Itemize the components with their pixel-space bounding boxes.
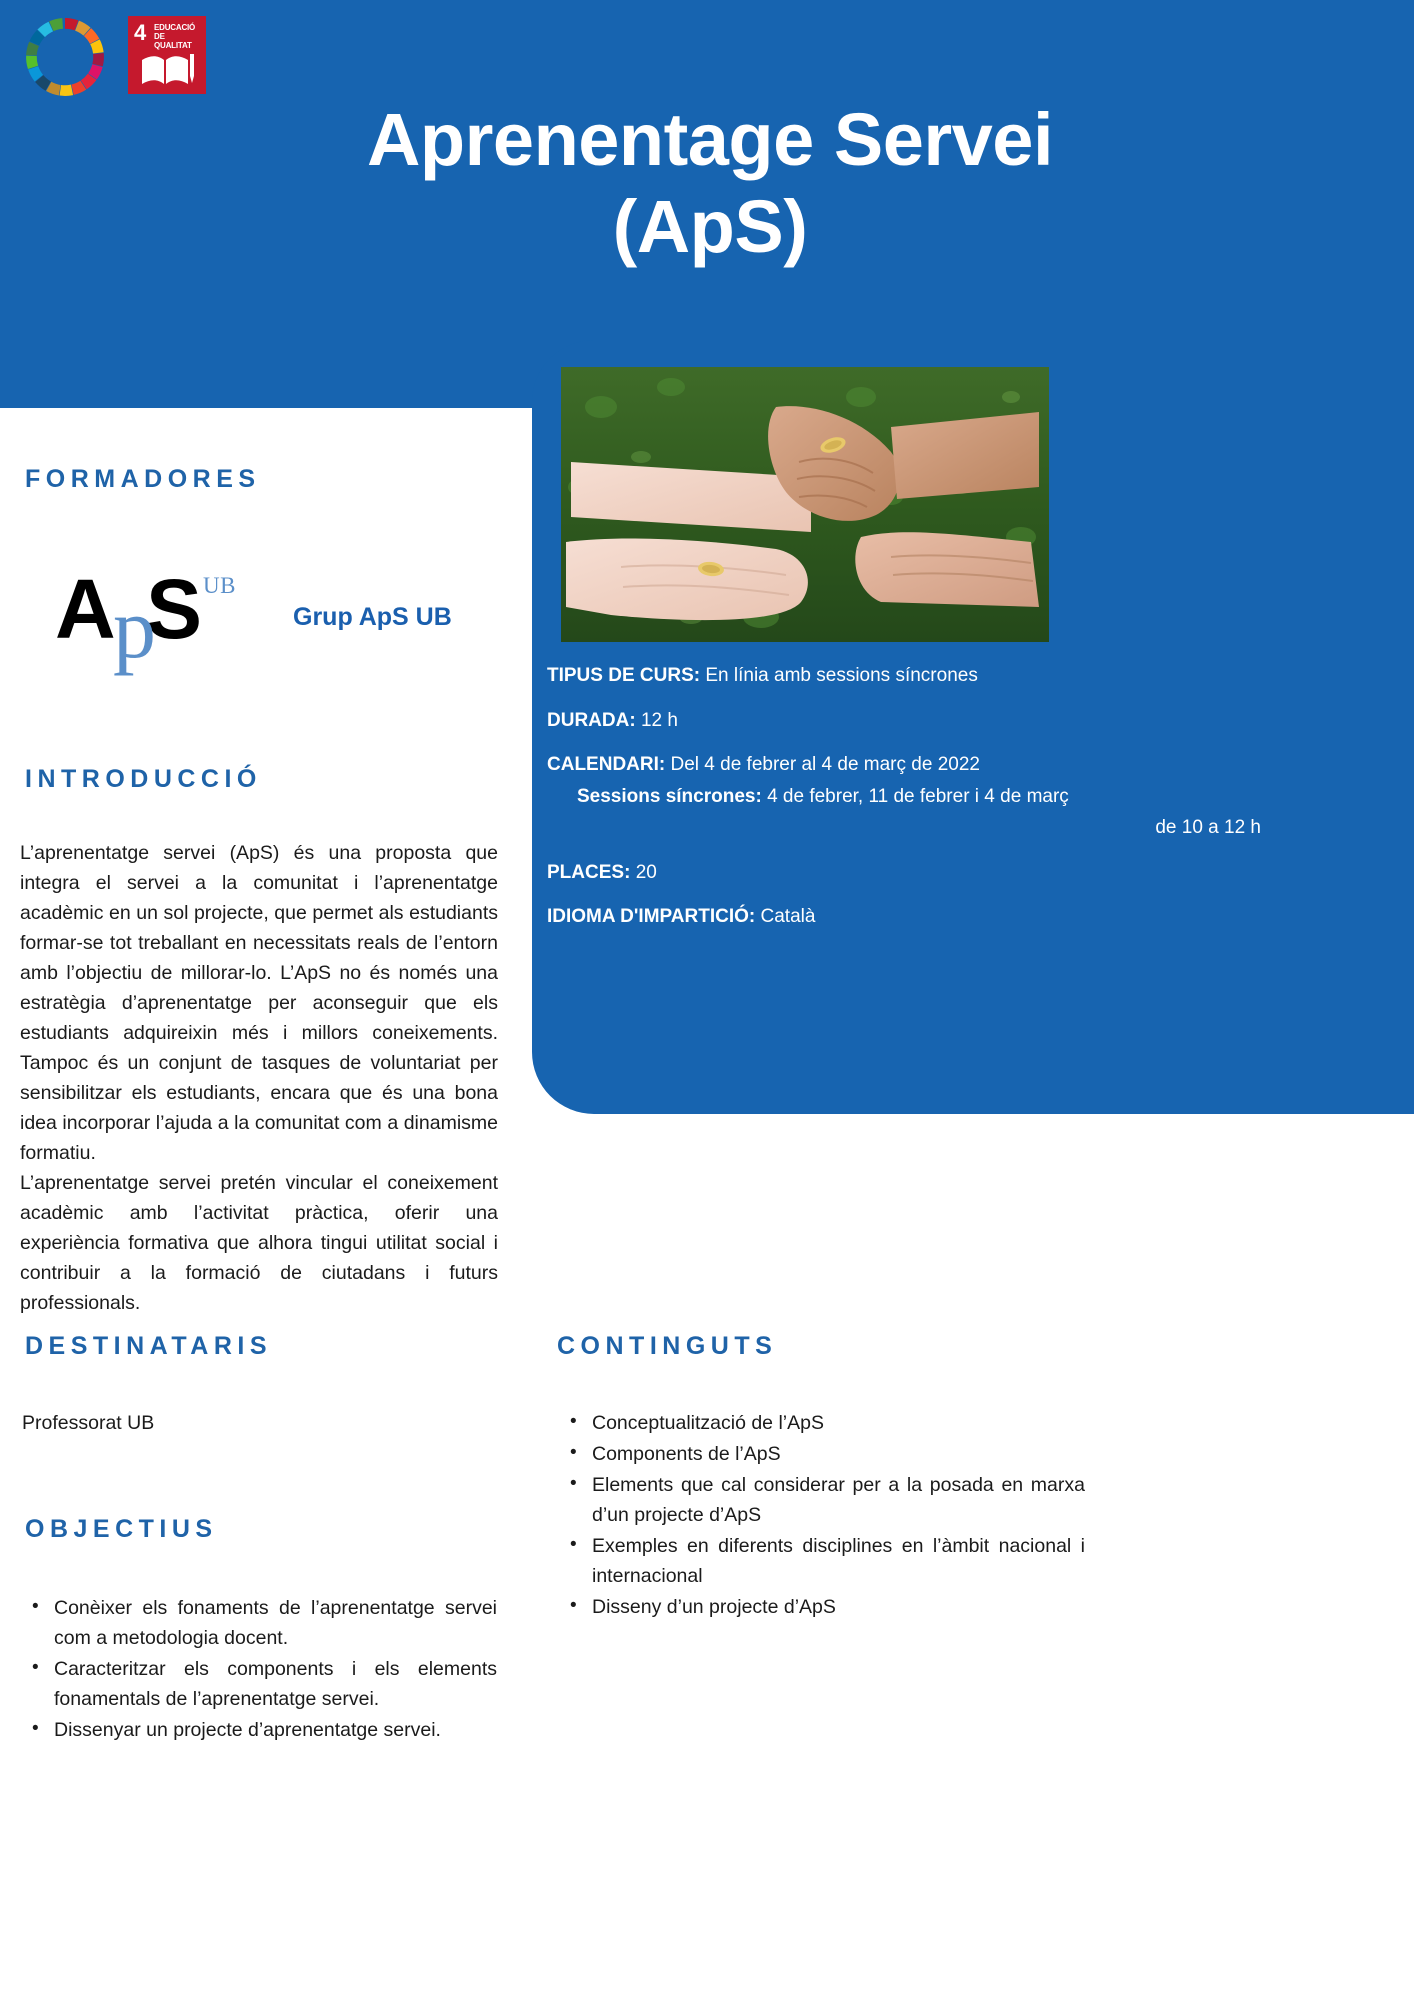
- course-info-row: [547, 751, 1277, 779]
- introduccio-body: [20, 838, 498, 1318]
- list-item: • Disseny d’un projecte d’ApS: [560, 1592, 1085, 1622]
- objectius-list: [22, 1593, 497, 1746]
- list-item: • Conèixer els fonaments de l’aprenentatge servei com a metodologia docent.: [22, 1593, 497, 1653]
- page-title: [180, 96, 1240, 271]
- sdg-wheel-icon: [24, 16, 106, 98]
- section-heading-objectius: OBJECTIUS: [25, 1515, 218, 1543]
- list-item: • Dissenyar un projecte d’aprenentatge servei.: [22, 1715, 497, 1745]
- section-heading-destinataris: DESTINATARIS: [25, 1332, 273, 1360]
- sdg-logo-group: [24, 16, 206, 98]
- introduccio-paragraph-1: L’aprenentatge servei (ApS) és una proposta que integra el servei a la comunitat i l’aprenentatge acadèmic en un sol projecte, que permet als estudiants formar-se tot treballant en necessitats reals de l’entorn amb l’objectiu de millorar-lo. L’ApS no és només una estratègia d’aprenentatge per aconseguir que els estudiants adquireixin més i millors coneixements. Tampoc és un conjunt de tasques de voluntariat per sensibilitzar els estudiants, encara que és una bona idea incorporar l’ajuda a la comunitat com a dinamisme formatiu.: [20, 842, 498, 1165]
- aps-logo-letter-s: S: [146, 562, 203, 656]
- formadores-group-label: Grup ApS UB: [293, 603, 452, 631]
- course-info-value: Català: [760, 906, 816, 928]
- course-info-value: 20: [635, 861, 657, 883]
- list-item: • Conceptualització de l’ApS: [560, 1408, 1085, 1438]
- hands-circle-photo: [561, 367, 1049, 642]
- list-item: • Elements que cal considerar per a la posada en marxa d’un projecte d’ApS: [560, 1470, 1085, 1530]
- aps-logo-ub-mark: UB: [203, 573, 236, 598]
- sdg-goal-4-badge: [128, 16, 206, 94]
- aps-ub-logo-row: [55, 562, 452, 676]
- introduccio-paragraph-2: L’aprenentatge servei pretén vincular el coneixement acadèmic amb l’activitat pràctica, oferir una experiència formativa que alhora tingui utilitat social i contribuir a la formació de ciutadans i futurs professionals.: [20, 1172, 498, 1315]
- page-title-line2: (ApS): [612, 185, 808, 269]
- course-info-row: [547, 814, 1261, 842]
- course-info-value: En línia amb sessions síncrones: [705, 665, 978, 686]
- course-info-row: [577, 783, 1277, 811]
- page-title-line1: Aprenentage Servei: [366, 98, 1054, 181]
- course-info-row: [547, 662, 1277, 690]
- aps-ub-logo-icon: [55, 562, 236, 676]
- course-info-label: PLACES:: [547, 861, 636, 883]
- course-info-value: Del 4 de febrer al 4 de març de 2022: [670, 754, 980, 776]
- course-info-row: [547, 707, 1277, 735]
- course-info-label: DURADA:: [547, 709, 641, 731]
- course-info-label: Sessions síncrones:: [577, 785, 768, 807]
- course-info-label: CALENDARI:: [547, 754, 671, 776]
- course-info-label: TIPUS DE CURS:: [547, 665, 706, 686]
- section-heading-introduccio: INTRODUCCIÓ: [25, 765, 262, 793]
- list-item: • Components de l’ApS: [560, 1439, 1085, 1469]
- course-info-label: IDIOMA D'IMPARTICIÓ:: [547, 906, 761, 928]
- destinataris-text: Professorat UB: [22, 1412, 155, 1434]
- aps-logo-letter-p: p: [113, 580, 156, 676]
- course-info-card: [532, 340, 1414, 1114]
- course-info-value: 4 de febrer, 11 de febrer i 4 de març: [767, 785, 1069, 807]
- course-info-rows: [547, 662, 1277, 948]
- course-info-value: 12 h: [640, 709, 678, 731]
- course-info-row: [547, 859, 1277, 887]
- course-info-row: [547, 903, 1277, 931]
- course-info-value: de 10 a 12 h: [1155, 817, 1261, 839]
- sdg-badge-label: EDUCACIÓ DE QUALITAT: [154, 23, 196, 51]
- section-heading-continguts: CONTINGUTS: [557, 1332, 778, 1360]
- list-item: • Caracteritzar els components i els elements fonamentals de l’aprenentatge servei.: [22, 1654, 497, 1714]
- continguts-list: [560, 1408, 1085, 1623]
- aps-logo-letter-a: A: [55, 562, 116, 656]
- section-heading-formadores: FORMADORES: [25, 465, 261, 493]
- open-book-pencil-icon: [140, 52, 196, 88]
- sdg-badge-number: 4: [134, 20, 147, 45]
- list-item: • Exemples en diferents disciplines en l’àmbit nacional i internacional: [560, 1531, 1085, 1591]
